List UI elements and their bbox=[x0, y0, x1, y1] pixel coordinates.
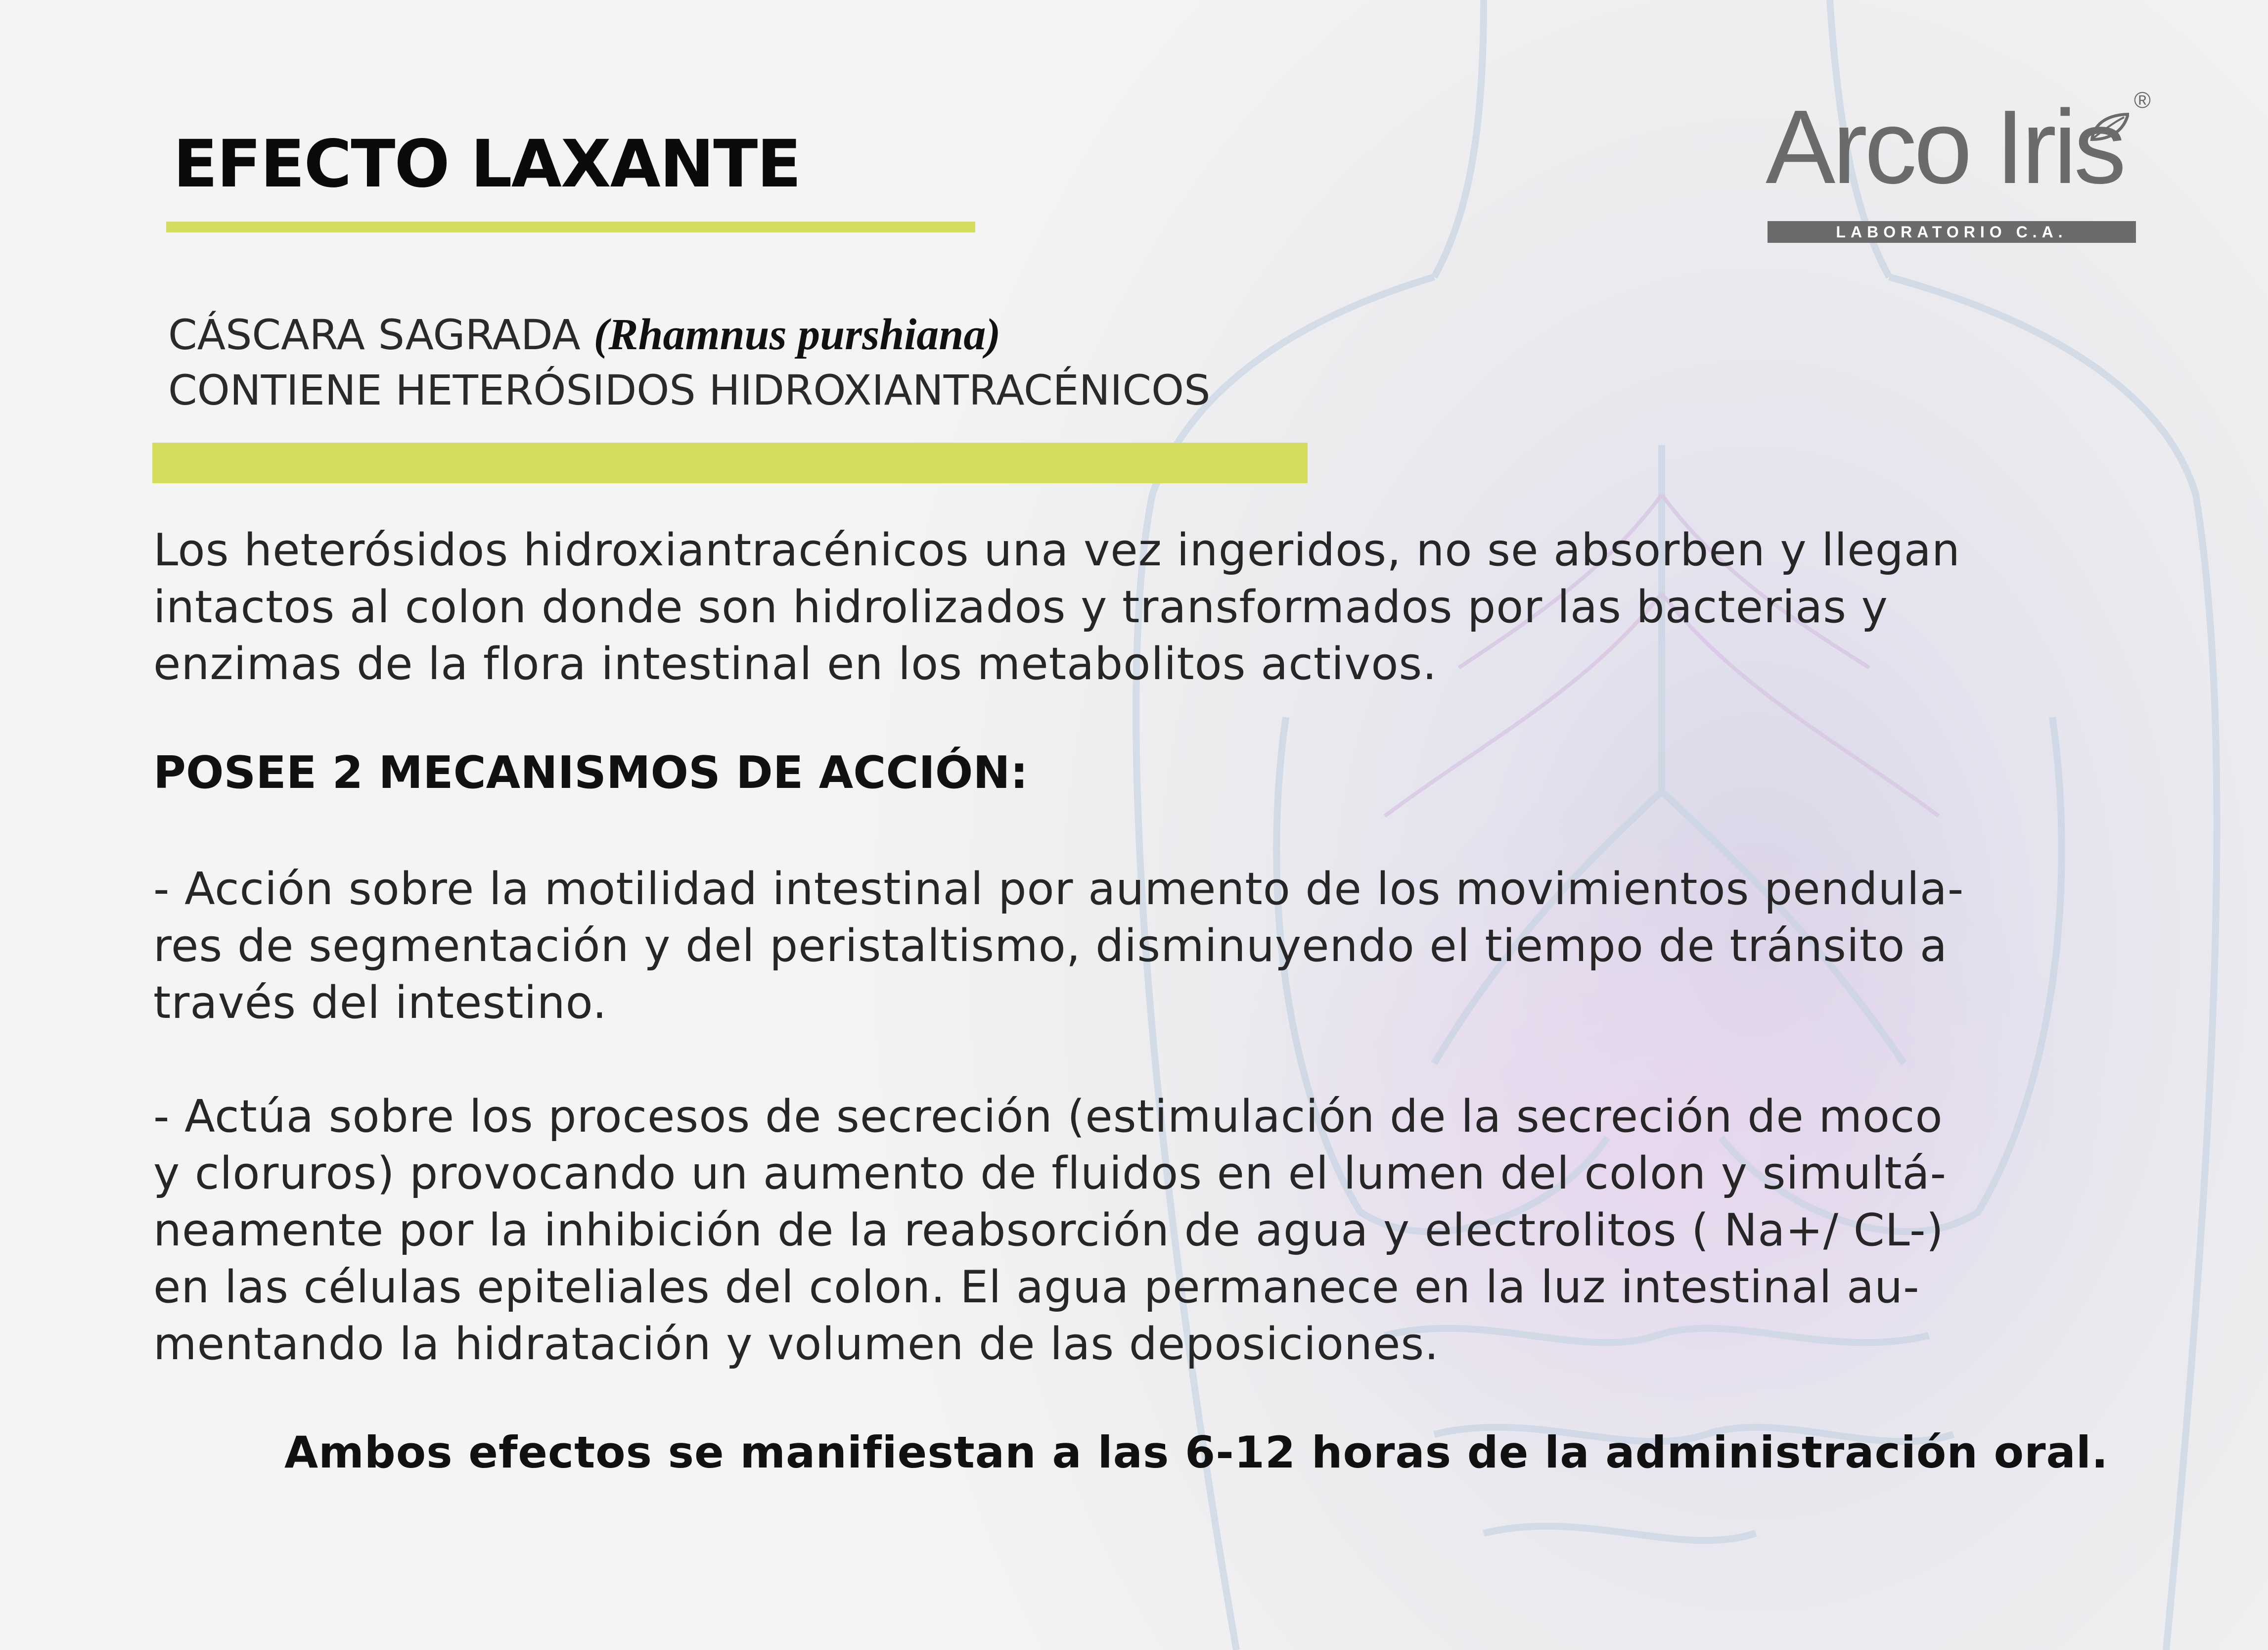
mechanism-one-line: res de segmentación y del peristaltismo, disminuyendo el tiempo de tránsito a bbox=[153, 920, 1948, 972]
mechanism-one-paragraph bbox=[153, 861, 2132, 1031]
contains-line: CONTIENE HETERÓSIDOS HIDROXIANTRACÉNICOS bbox=[168, 366, 1211, 414]
mechanism-two-line: y cloruros) provocando un aumento de fluidos en el lumen del colon y simultá- bbox=[153, 1147, 1947, 1199]
plant-name: CÁSCARA SAGRADA bbox=[168, 311, 581, 359]
registered-mark: ® bbox=[2134, 87, 2151, 113]
logo-name: Arco Iris bbox=[1766, 88, 2124, 205]
intro-line: intactos al colon donde son hidrolizados y transformados por las bacterias y bbox=[153, 581, 1888, 633]
title-underline-bar bbox=[166, 222, 975, 232]
plant-name-line bbox=[168, 309, 1000, 360]
mechanism-one-line: - Acción sobre la motilidad intestinal por aumento de los movimientos pendula- bbox=[153, 863, 1964, 915]
mechanism-two-line: en las células epiteliales del colon. El agua permanece en la luz intestinal au- bbox=[153, 1261, 1920, 1313]
intro-paragraph bbox=[153, 522, 2132, 692]
page-title: EFECTO LAXANTE bbox=[173, 126, 801, 202]
mechanism-two-line: neamente por la inhibición de la reabsorción de agua y electrolitos ( Na+/ CL-) bbox=[153, 1204, 1944, 1256]
mechanism-one-line: través del intestino. bbox=[153, 977, 607, 1029]
closing-statement: Ambos efectos se manifiestan a las 6-12 horas de la administración oral. bbox=[284, 1427, 2109, 1478]
company-logo bbox=[1766, 87, 2161, 250]
mechanism-two-line: - Actúa sobre los procesos de secreción (estimulación de la secreción de moco bbox=[153, 1091, 1943, 1143]
mechanism-two-line: mentando la hidratación y volumen de las deposiciones. bbox=[153, 1318, 1439, 1370]
leaf-icon bbox=[2089, 112, 2129, 142]
mechanism-two-paragraph bbox=[153, 1088, 2132, 1373]
section-divider-bar bbox=[152, 443, 1308, 483]
intro-line: enzimas de la flora intestinal en los metabolitos activos. bbox=[153, 638, 1437, 690]
logo-tagline: LABORATORIO C.A. bbox=[1768, 221, 2136, 243]
mechanisms-heading: POSEE 2 MECANISMOS DE ACCIÓN: bbox=[153, 747, 1028, 799]
species-name: (Rhamnus purshiana) bbox=[593, 310, 1001, 359]
intro-line: Los heterósidos hidroxiantracénicos una vez ingeridos, no se absorben y llegan bbox=[153, 524, 1960, 576]
